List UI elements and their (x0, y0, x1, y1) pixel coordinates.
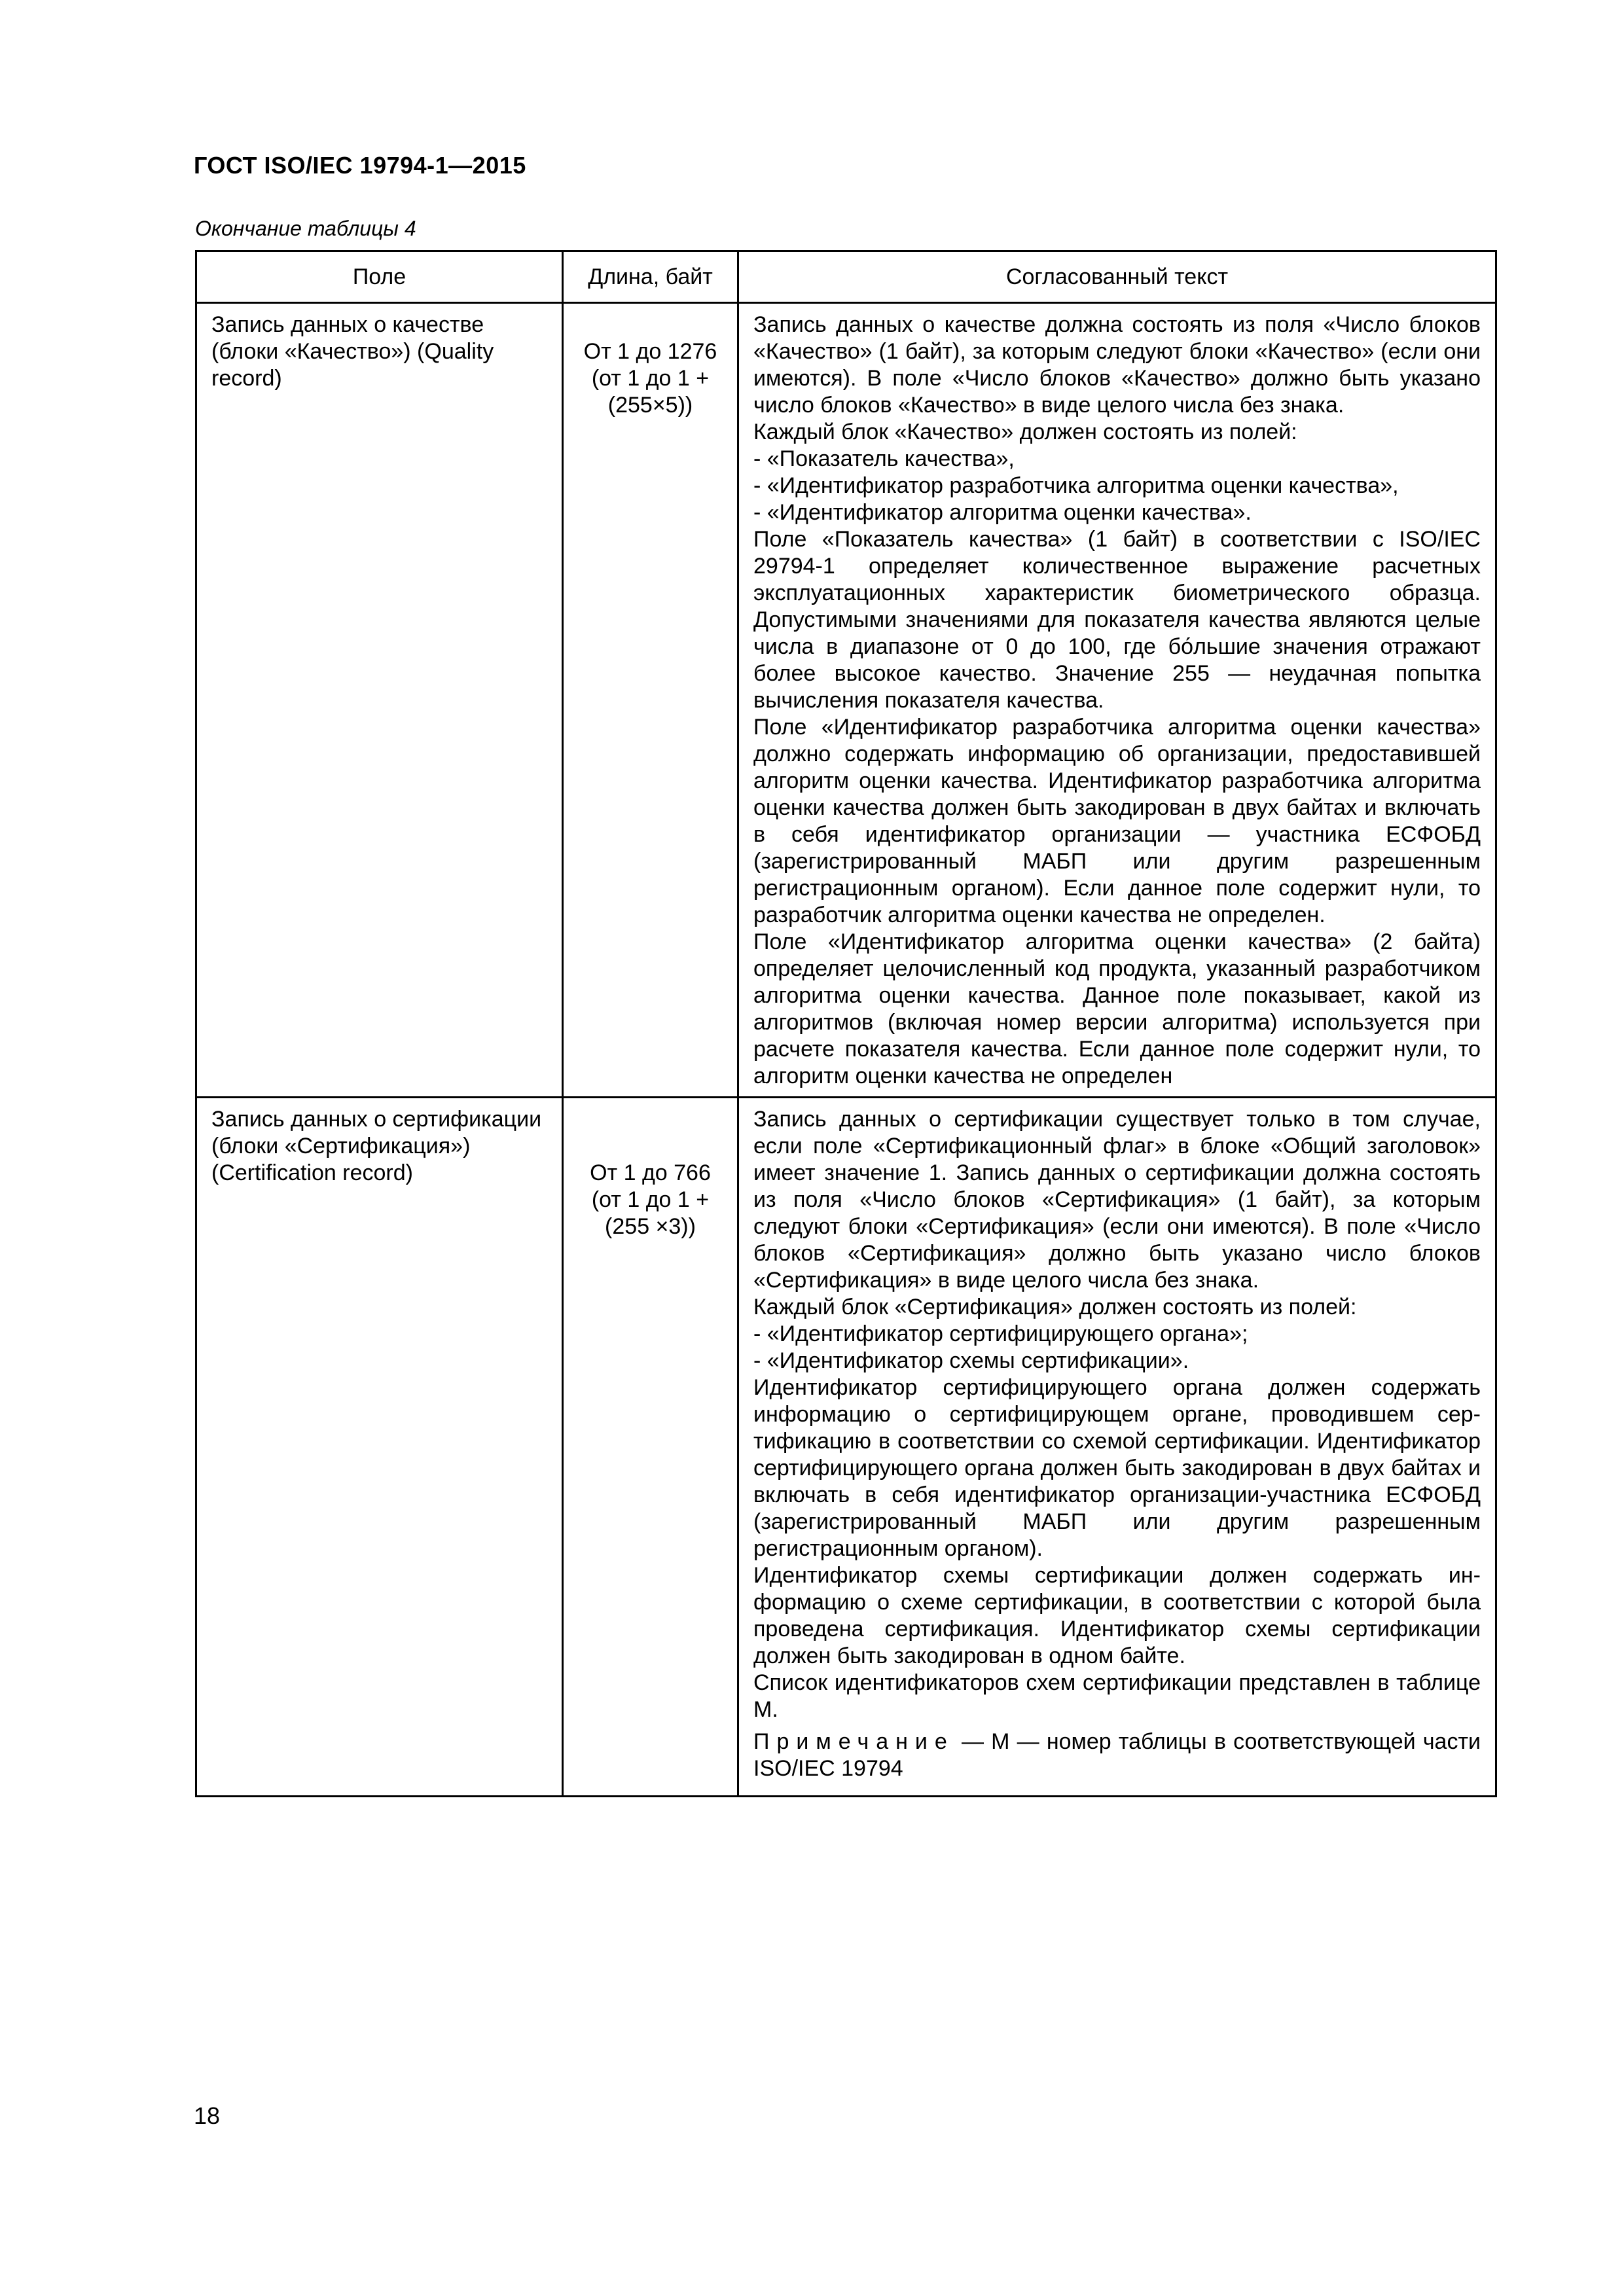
table-row-certification-record (196, 1098, 1496, 1797)
specification-table (195, 250, 1497, 1797)
list-item: - «Показатель качества», (753, 446, 1015, 471)
field-name-cell: Запись данных о качестве (блоки «Качество») (Quality record) (196, 303, 563, 1098)
list-item: - «Идентификатор разработчика алгоритма оценки качества», (753, 473, 1399, 498)
table-caption: Окончание таблицы 4 (195, 217, 416, 240)
list-item: - «Идентификатор алгоритма оценки качества». (753, 500, 1252, 525)
note-text: — М — номер таблицы в соответствующей части ISO/IEC 19794 (753, 1729, 1481, 1781)
paragraph: Поле «Идентификатор алгоритма оценки качества» (2 байта) определяет целочисленный код продукта, указанный разработчиком алгоритма оценки качества. Данное поле показывает, какой из алгоритмов (включая номер версии алгоритма) используется при расчете показателя качества. Если данное поле содержит нули, то алгоритм оценки качества не определен (753, 929, 1481, 1088)
paragraph: Идентификатор схемы сертификации должен содержать информацию о схеме сертификации, в соответствии с которой была проведена сертификация. Идентификатор схемы сертификации должен быть закодирован в одном байте. (753, 1563, 1481, 1668)
table-header-row (196, 251, 1496, 303)
length-cell (563, 1098, 738, 1797)
table-row-quality-record (196, 303, 1496, 1098)
paragraph: Идентификатор сертифицирующего органа должен содержать информацию о сертифицирующем органе, проводившем сертификацию в соответствии со схемой сертификации. Идентификатор сертифицирующего органа должен быть закодирован в двух байтах и включать в себя идентификатор организации-участника ЕСФОБД (зарегистрированный МАБП или другим разрешенным регистрационным органом). (753, 1375, 1481, 1561)
agreed-text-cell (738, 1098, 1496, 1797)
length-cell (563, 303, 738, 1098)
paragraph: Запись данных о качестве должна состоять из поля «Число блоков «Качество» (1 байт), за которым следуют блоки «Качество» (если они имеются). В поле «Число блоков «Качество» должно быть указано число блоков «Качество» в виде целого числа без знака. (753, 312, 1481, 418)
column-header-length: Длина, байт (563, 251, 738, 303)
list-item: - «Идентификатор сертифицирующего органа»; (753, 1321, 1248, 1346)
agreed-text-cell (738, 303, 1496, 1098)
column-header-field: Поле (196, 251, 563, 303)
paragraph: Запись данных о сертификации существует только в том случае, если поле «Сертификационный флаг» в блоке «Общий заголовок» имеет значение 1. Запись данных о сертификации должна состоять из поля «Число блоков «Сертификация» (1 байт), за которым следуют блоки «Сертификация» (если они имеются). В поле «Число блоков «Сертификация» должно быть указано число блоков «Сертификация» в виде целого числа без знака. (753, 1107, 1481, 1293)
length-value: От 1 до 766 (от 1 до 1 + (255 ×3)) (590, 1160, 711, 1239)
column-header-text: Согласованный текст (738, 251, 1496, 303)
table-note (753, 1729, 1481, 1782)
field-name-cell: Запись данных о сертификации (блоки «Сертификация») (Certification record) (196, 1098, 563, 1797)
paragraph: Каждый блок «Качество» должен состоять из полей: (753, 420, 1297, 444)
paragraph: Поле «Идентификатор разработчика алгоритма оценки качества» должно содержать информацию об организации, предоставившей алгоритм оценки качества. Идентификатор разработчика алгоритма оценки качества должен быть закодирован в двух байтах и включать в себя идентификатор организации — участника ЕСФОБД (зарегистрированный МАБП или другим разрешенным регистрационным органом). Если данное поле содержит нули, то разработчик алгоритма оценки качества не определен. (753, 715, 1481, 927)
paragraph: Список идентификаторов схем сертификации представлен в таблице М. (753, 1670, 1481, 1722)
paragraph: Поле «Показатель качества» (1 байт) в соответствии с ISO/IEC 29794-1 определяет количественное выражение расчетных эксплуатационных характеристик биометрического образца. Допустимыми значениями для показателя качества являются целые числа в диапазоне от 0 до 100, где бо́льшие значения отражают более высокое качество. Значение 255 — неудачная попытка вычисления показателя качества. (753, 527, 1481, 713)
length-value: От 1 до 1276 (от 1 до 1 + (255×5)) (583, 339, 717, 418)
page-number: 18 (194, 2102, 221, 2129)
note-label: Примечание (753, 1729, 954, 1754)
paragraph: Каждый блок «Сертификация» должен состоять из полей: (753, 1295, 1357, 1319)
document-header-title: ГОСТ ISO/IEC 19794-1—2015 (194, 152, 526, 179)
list-item: - «Идентификатор схемы сертификации». (753, 1348, 1189, 1373)
